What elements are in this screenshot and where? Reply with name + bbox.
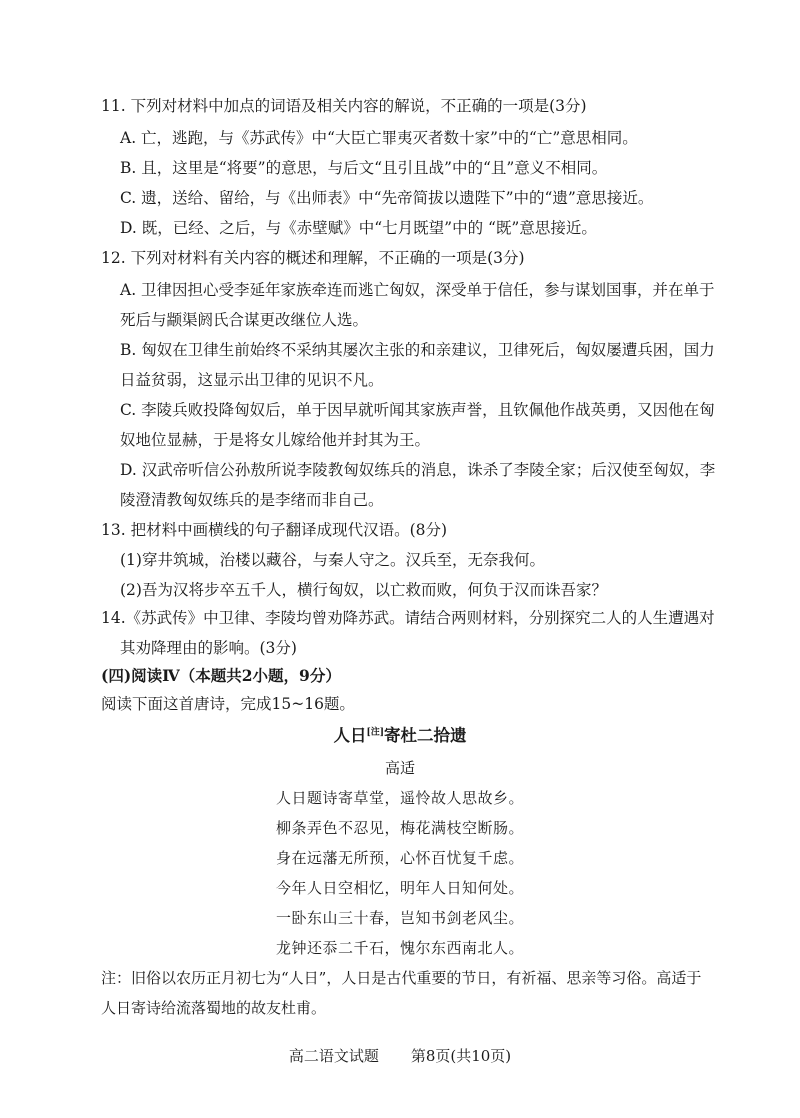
poem-author: 高适 xyxy=(384,759,415,777)
q13-sentence-1: (1)穿井筑城，治楼以藏谷，与秦人守之。汉兵至，无奈我何。 xyxy=(120,551,545,569)
poem-note-line1: 注：旧俗以农历正月初七为“人日”，人日是古代重要的节日，有祈福、思亲等习俗。高适于 xyxy=(101,969,702,987)
q14-stem-line1: 14.《苏武传》中卫律、李陵均曾劝降苏武。请结合两则材料，分别探究二人的人生遭遇对 xyxy=(101,609,715,627)
footer-page-number: 第8页(共10页) xyxy=(410,1047,512,1065)
poem-line-6: 龙钟还忝二千石，愧尔东西南北人。 xyxy=(275,939,524,957)
q14-stem-line2: 其劝降理由的影响。(3分) xyxy=(120,639,297,657)
footer-subject: 高二语文试题 xyxy=(288,1047,379,1065)
q11-option-b: B. 且，这里是“将要”的意思，与后文“且引且战”中的“且”意义不相同。 xyxy=(120,159,608,177)
q12-option-c-line2: 奴地位显赫，于是将女儿嫁给他并封其为王。 xyxy=(120,431,431,449)
q11-option-c: C. 遗，送给、留给，与《出师表》中“先帝简拔以遗陛下”中的“遗”意思接近。 xyxy=(120,189,654,207)
q13-stem: 13. 把材料中画横线的句子翻译成现代汉语。(8分) xyxy=(101,521,448,539)
q12-stem: 12. 下列对材料有关内容的概述和理解，不正确的一项是(3分) xyxy=(101,249,525,267)
poem-title-part1: 人日 xyxy=(333,726,367,745)
q12-option-a-line1: A. 卫律因担心受李延年家族牵连而逃亡匈奴，深受单于信任，参与谋划国事，并在单于 xyxy=(120,281,715,299)
q12-option-b-line1: B. 匈奴在卫律生前始终不采纳其屡次主张的和亲建议，卫律死后，匈奴屡遭兵困，国力 xyxy=(120,341,715,359)
q12-option-b-line2: 日益贫弱，这显示出卫律的见识不凡。 xyxy=(120,371,384,389)
poem-line-2: 柳条弄色不忍见，梅花满枝空断肠。 xyxy=(275,819,524,837)
poem-note-line2: 人日寄诗给流落蜀地的故友杜甫。 xyxy=(101,999,327,1017)
q13-sentence-2: (2)吾为汉将步卒五千人，横行匈奴，以亡救而败，何负于汉而诛吾家？ xyxy=(120,581,607,599)
q12-option-c-line1: C. 李陵兵败投降匈奴后，单于因早就听闻其家族声誉，且钦佩他作战英勇，又因他在匈 xyxy=(120,401,715,419)
poem-line-1: 人日题诗寄草堂，遥怜故人思故乡。 xyxy=(275,789,524,807)
poem-title-part2: 寄杜二拾遗 xyxy=(384,726,467,745)
q11-stem: 11. 下列对材料中加点的词语及相关内容的解说，不正确的一项是(3分) xyxy=(101,97,587,115)
q12-option-d-line2: 陵澄清教匈奴练兵的是李绪而非自己。 xyxy=(120,491,384,509)
q12-option-d-line1: D. 汉武帝听信公孙敖所说李陵教匈奴练兵的消息，诛杀了李陵全家；后汉使至匈奴，李 xyxy=(120,461,716,479)
poem-line-4: 今年人日空相忆，明年人日知何处。 xyxy=(275,879,524,897)
section-heading: (四)阅读Ⅳ（本题共2小题，9分） xyxy=(101,666,341,685)
poem-line-5: 一卧东山三十春，岂知书剑老风尘。 xyxy=(275,909,524,927)
page-footer xyxy=(0,1046,800,1066)
q12-option-a-line2: 死后与颛渠阏氏合谋更改继位人选。 xyxy=(120,311,369,329)
section-intro: 阅读下面这首唐诗，完成15~16题。 xyxy=(101,695,355,713)
q11-option-a: A. 亡，逃跑，与《苏武传》中“大臣亡罪夷灭者数十家”中的“亡”意思相同。 xyxy=(120,129,638,147)
poem-note-marker: [注] xyxy=(366,727,385,738)
q11-option-d: D. 既，已经、之后，与《赤壁赋》中“七月既望”中的 “既”意思接近。 xyxy=(120,219,597,237)
poem-line-3: 身在远藩无所预，心怀百忧复千虑。 xyxy=(275,849,524,867)
poem-title xyxy=(0,726,800,746)
